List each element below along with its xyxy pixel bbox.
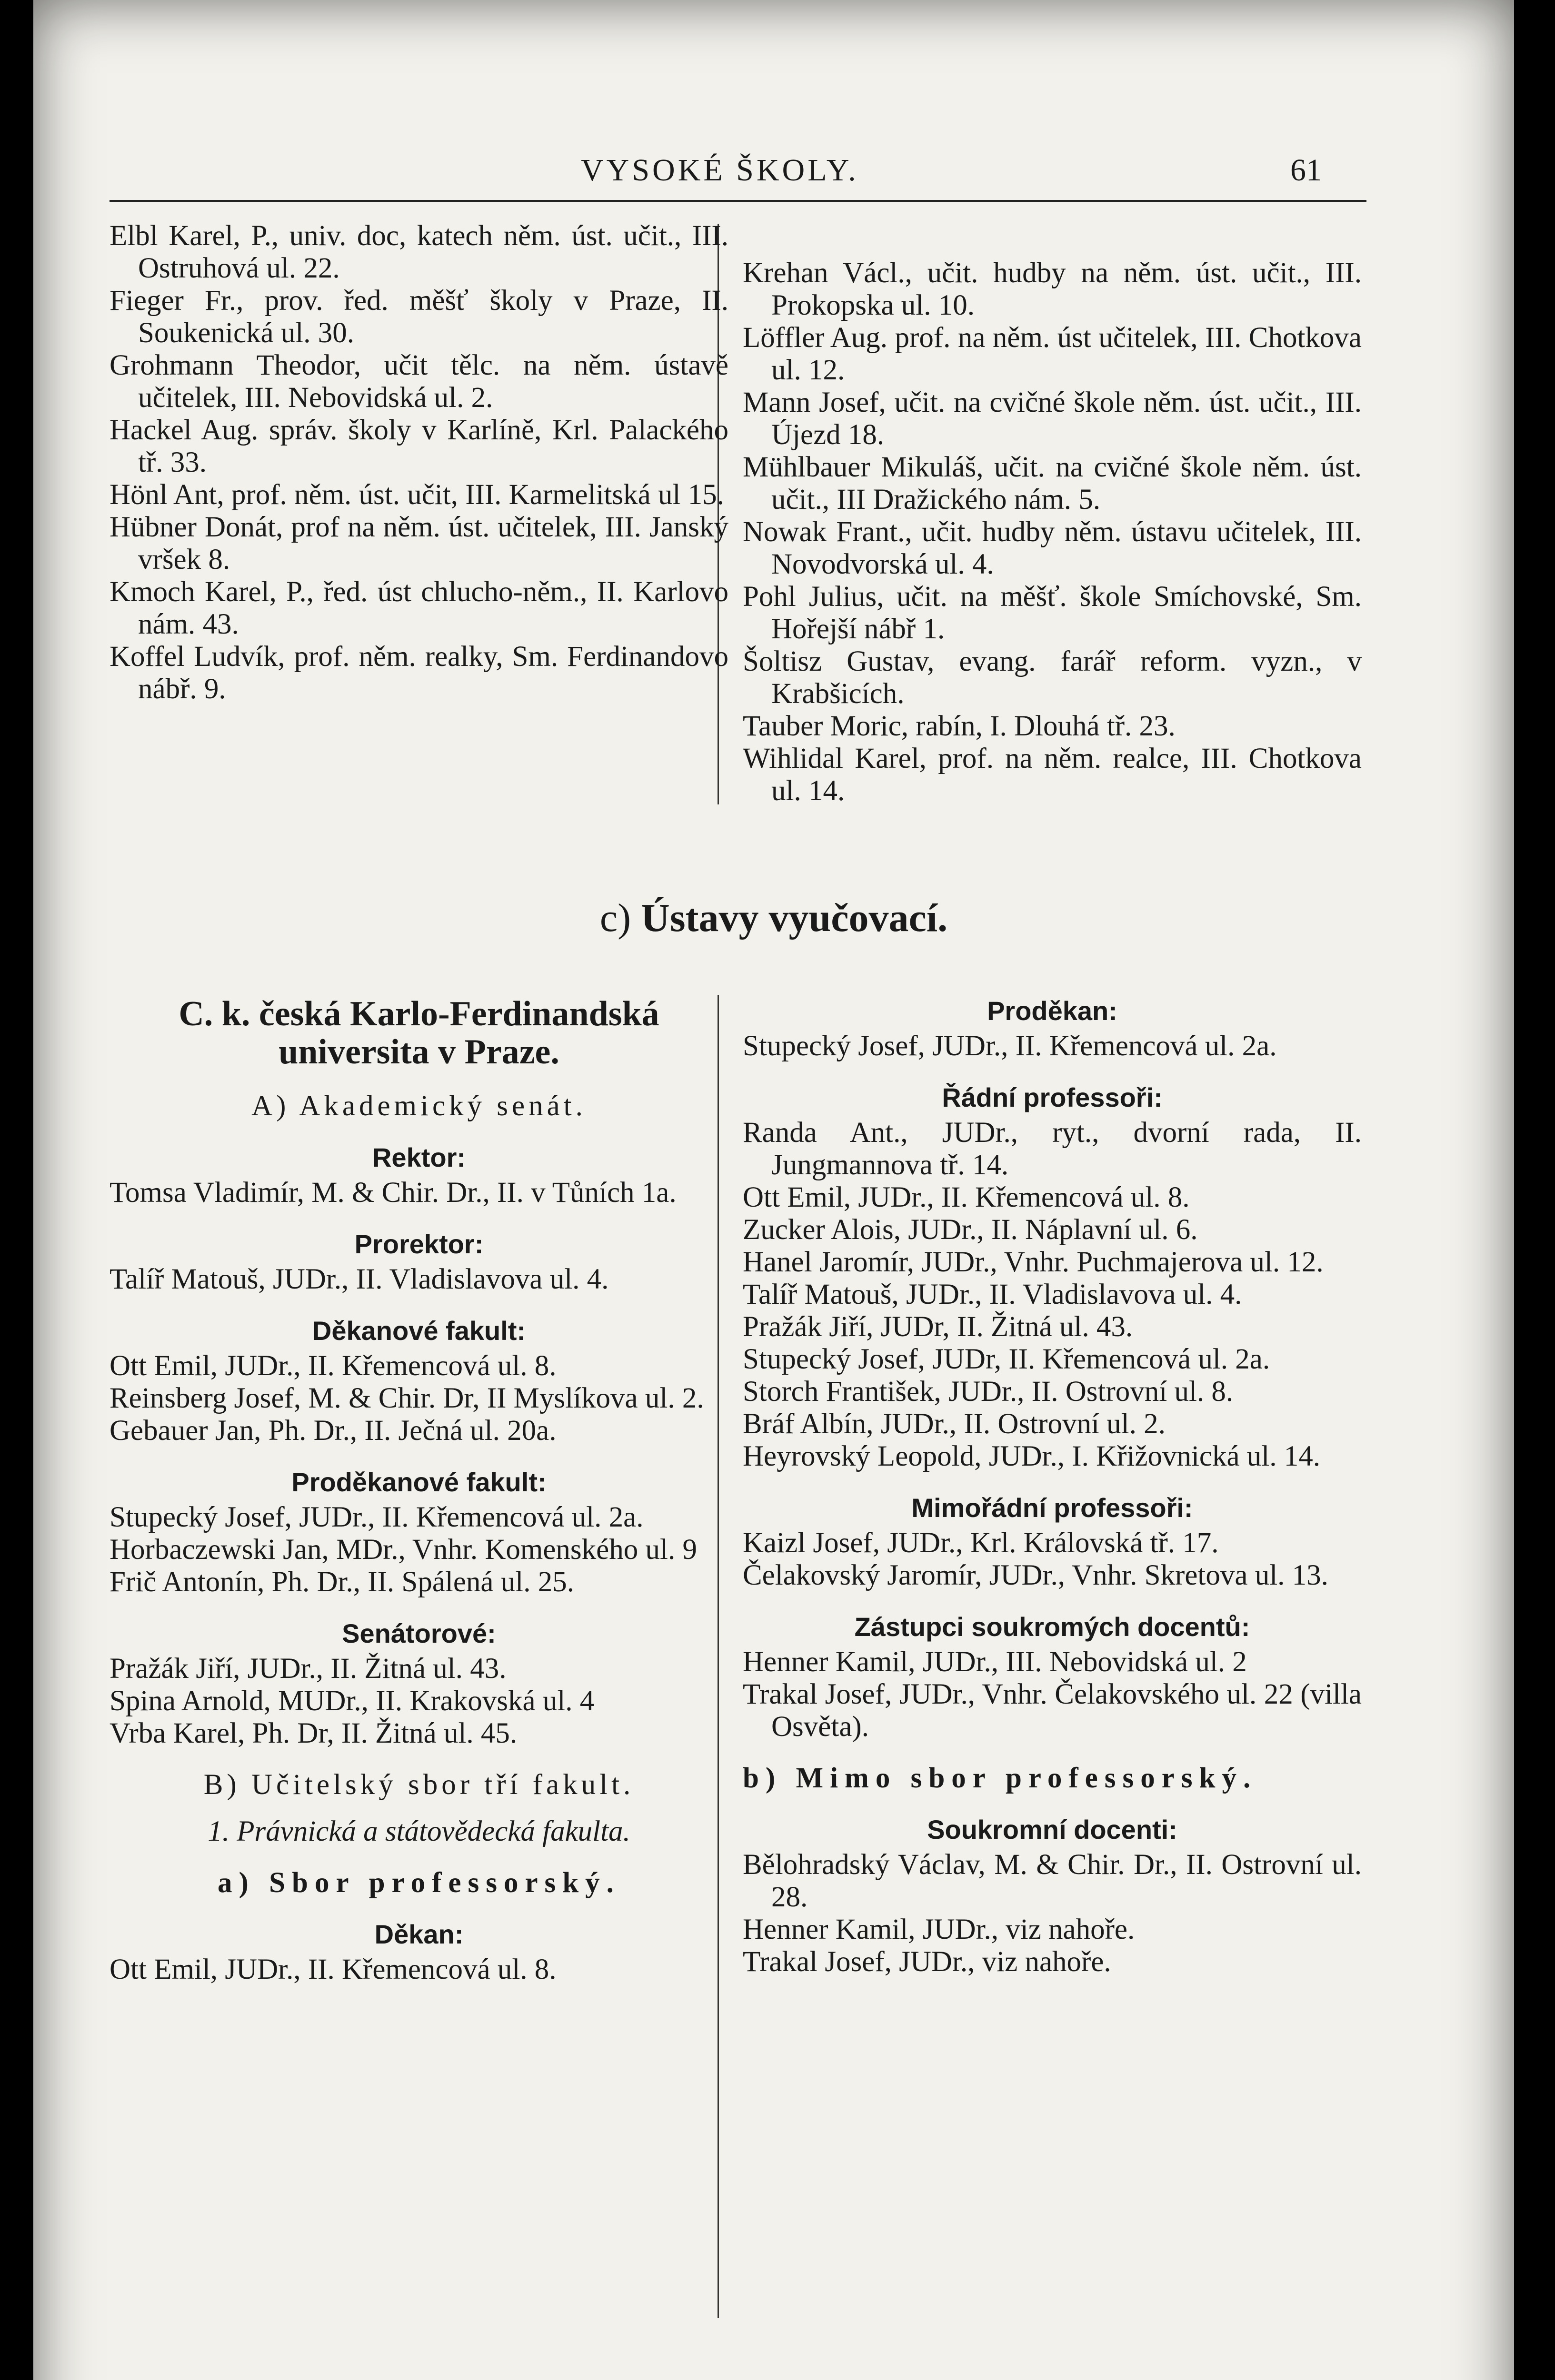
list-item: Zucker Alois, JUDr., II. Náplavní ul. 6. — [743, 1214, 1198, 1246]
list-item: Ott Emil, JUDr., II. Křemencová ul. 8. — [110, 1954, 557, 1985]
list-item: Henner Kamil, JUDr., viz nahoře. — [743, 1914, 1135, 1945]
list-item: Koffel Ludvík, prof. něm. realky, Sm. Ferdinandovo nábř. 9. — [110, 641, 728, 705]
prorector-label: Prorektor: — [354, 1229, 484, 1259]
list-item: Grohmann Theodor, učit tělc. na něm. ústavě učitelek, III. Nebovidská ul. 2. — [110, 349, 728, 414]
list-item: Spina Arnold, MUDr., II. Krakovská ul. 4 — [110, 1685, 595, 1717]
list-item: Hübner Donát, prof na něm. úst. učitelek, III. Janský vršek 8. — [110, 511, 728, 575]
list-item: Stupecký Josef, JUDr, II. Křemencová ul. 2a. — [743, 1343, 1270, 1375]
deans-label: Děkanové fakult: — [312, 1316, 526, 1346]
bottom-right-column — [743, 995, 1362, 1978]
list-item: Tauber Moric, rabín, I. Dlouhá tř. 23. — [743, 710, 1176, 742]
list-item: Bělohradský Václav, M. & Chir. Dr., II. Ostrovní ul. 28. — [743, 1849, 1362, 1913]
university-heading: C. k. česká Karlo-Ferdinandská universita v Praze. — [179, 994, 659, 1071]
list-item: Hönl Ant, prof. něm. úst. učit, III. Karmelitská ul 15. — [110, 479, 724, 511]
list-item: Čelakovský Jaromír, JUDr., Vnhr. Skretova ul. 13. — [743, 1559, 1328, 1591]
outside-body-heading: b) Mimo sbor professorský. — [743, 1762, 1257, 1794]
list-item: Mühlbauer Mikuláš, učit. na cvičné škole něm. úst. učit., III Dražického nám. 5. — [743, 451, 1362, 516]
law-faculty-heading: 1. Právnická a státovědecká fakulta. — [208, 1815, 630, 1847]
list-item: Reinsberg Josef, M. & Chir. Dr, II Myslíkova ul. 2. — [110, 1382, 704, 1414]
page-number: 61 — [1290, 153, 1322, 188]
list-item: Wihlidal Karel, prof. na něm. realce, III. Chotkova ul. 14. — [743, 743, 1362, 807]
list-item: Tomsa Vladimír, M. & Chir. Dr., II. v Tůních 1a. — [110, 1177, 677, 1209]
list-item: Frič Antonín, Ph. Dr., II. Spálená ul. 25. — [110, 1566, 574, 1598]
senate-heading: A) Akademický senát. — [251, 1090, 587, 1122]
list-item: Hackel Aug. správ. školy v Karlíně, Krl. Palackého tř. 33. — [110, 414, 728, 478]
list-item: Trakal Josef, JUDr., viz nahoře. — [743, 1946, 1111, 1978]
list-item: Storch František, JUDr., II. Ostrovní ul. 8. — [743, 1376, 1234, 1408]
list-item: Pražák Jiří, JUDr., II. Žitná ul. 43. — [110, 1653, 507, 1685]
list-item: Ott Emil, JUDr., II. Křemencová ul. 8. — [110, 1350, 557, 1382]
bottom-left-column — [110, 995, 728, 1986]
list-item: Horbaczewski Jan, MDr., Vnhr. Komenského ul. 9 — [110, 1534, 697, 1566]
list-item: Hanel Jaromír, JUDr., Vnhr. Puchmajerova ul. 12. — [743, 1246, 1324, 1278]
page-header — [33, 152, 1514, 195]
top-right-column — [743, 257, 1362, 807]
section-heading: Ústavy vyučovací. — [641, 896, 948, 940]
list-item: Randa Ant., JUDr., ryt., dvorní rada, II. Jungmannova tř. 14. — [743, 1117, 1362, 1181]
list-item: Stupecký Josef, JUDr., II. Křemencová ul. 2a. — [110, 1501, 644, 1533]
list-item: Kaizl Josef, JUDr., Krl. Královská tř. 17. — [743, 1527, 1219, 1559]
list-item: Gebauer Jan, Ph. Dr., II. Ječná ul. 20a. — [110, 1415, 557, 1447]
professor-body-heading: a) Sbor professorský. — [218, 1867, 620, 1899]
private-docents-label: Soukromní docenti: — [927, 1815, 1177, 1844]
header-rule — [110, 200, 1366, 202]
list-item: Pražák Jiří, JUDr, II. Žitná ul. 43. — [743, 1311, 1133, 1343]
vicedeans-label: Proděkanové fakult: — [291, 1467, 547, 1497]
vicedean-label: Proděkan: — [987, 996, 1117, 1026]
list-item: Kmoch Karel, P., řed. úst chlucho-něm., II. Karlovo nám. 43. — [110, 576, 728, 640]
list-item: Mann Josef, učit. na cvičné škole něm. úst. učit., III. Újezd 18. — [743, 387, 1362, 451]
faculty-heading: B) Učitelský sbor tří fakult. — [203, 1769, 635, 1801]
list-item: Talíř Matouš, JUDr., II. Vladislavova ul. 4. — [110, 1263, 609, 1295]
list-item: Ott Emil, JUDr., II. Křemencová ul. 8. — [743, 1181, 1190, 1213]
list-item: Fieger Fr., prov. řed. měšť školy v Praze, II. Soukenická ul. 30. — [110, 285, 728, 349]
docent-representatives-label: Zástupci soukromých docentů: — [854, 1612, 1250, 1642]
section-prefix: c) — [599, 896, 631, 940]
extraordinary-professors-label: Mimořádní professoři: — [911, 1493, 1193, 1523]
list-item: Bráf Albín, JUDr., II. Ostrovní ul. 2. — [743, 1408, 1166, 1440]
running-head: VYSOKÉ ŠKOLY. — [581, 153, 859, 188]
section-title — [33, 895, 1514, 941]
scanned-page — [33, 0, 1514, 2380]
list-item: Heyrovský Leopold, JUDr., I. Křižovnická ul. 14. — [743, 1440, 1321, 1472]
senators-label: Senátorové: — [342, 1618, 496, 1648]
list-item: Krehan Václ., učit. hudby na něm. úst. učit., III. Prokopska ul. 10. — [743, 257, 1362, 321]
top-left-column — [110, 220, 728, 705]
ordinary-professors-label: Řádní professoři: — [942, 1082, 1163, 1112]
list-item: Šoltisz Gustav, evang. farář reform. vyzn., v Krabšicích. — [743, 645, 1362, 710]
list-item: Pohl Julius, učit. na měšť. škole Smíchovské, Sm. Hořejší nábř 1. — [743, 581, 1362, 645]
list-item: Vrba Karel, Ph. Dr, II. Žitná ul. 45. — [110, 1717, 518, 1749]
rector-label: Rektor: — [372, 1142, 466, 1172]
list-item: Trakal Josef, JUDr., Vnhr. Čelakovského ul. 22 (villa Osvěta). — [743, 1678, 1362, 1743]
list-item: Nowak Frant., učit. hudby něm. ústavu učitelek, III. Novodvorská ul. 4. — [743, 516, 1362, 580]
list-item: Stupecký Josef, JUDr., II. Křemencová ul. 2a. — [743, 1030, 1277, 1062]
list-item: Talíř Matouš, JUDr., II. Vladislavova ul. 4. — [743, 1279, 1242, 1310]
dean-label: Děkan: — [374, 1919, 464, 1949]
list-item: Elbl Karel, P., univ. doc, katech něm. úst. učit., III. Ostruhová ul. 22. — [110, 220, 728, 284]
list-item: Löffler Aug. prof. na něm. úst učitelek, III. Chotkova ul. 12. — [743, 322, 1362, 386]
list-item: Henner Kamil, JUDr., III. Nebovidská ul. 2 — [743, 1646, 1247, 1678]
